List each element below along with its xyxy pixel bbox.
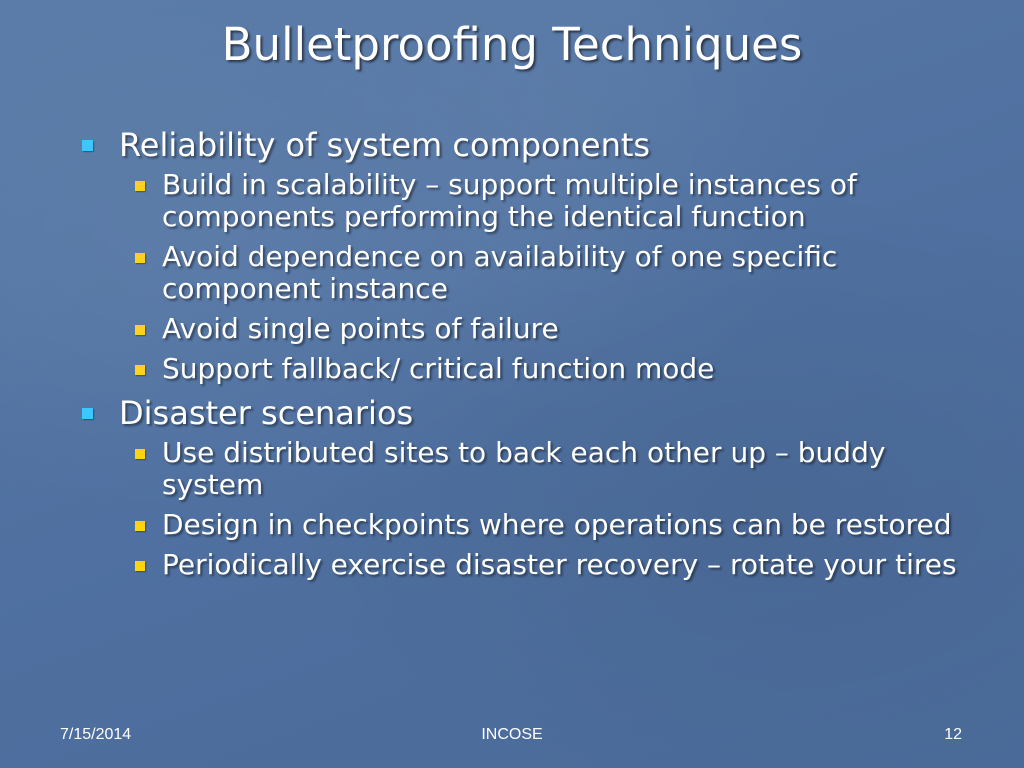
yellow-square-bullet-icon bbox=[135, 561, 145, 571]
sub-bullet-text: Build in scalability – support multiple instances of components performing the identical function bbox=[162, 168, 857, 233]
sub-bullet-text: Support fallback/ critical function mode bbox=[162, 352, 715, 385]
sub-bullet-item bbox=[127, 549, 982, 581]
slide-title: Bulletproofing Techniques bbox=[221, 18, 803, 71]
sub-bullet-item bbox=[127, 353, 982, 385]
sub-bullet-text: Avoid single points of failure bbox=[162, 312, 559, 345]
sub-bullet-item bbox=[127, 169, 982, 233]
sub-bullet-item bbox=[127, 241, 982, 305]
sub-bullet-item bbox=[127, 313, 982, 345]
page-number: 12 bbox=[944, 726, 962, 743]
yellow-square-bullet-icon bbox=[135, 449, 145, 459]
sub-bullet-text: Design in checkpoints where operations can be restored bbox=[162, 508, 952, 541]
bullet-text: Reliability of system components bbox=[119, 126, 651, 164]
sub-bullet-item bbox=[127, 437, 982, 501]
yellow-square-bullet-icon bbox=[135, 365, 145, 375]
sub-bullet-text: Avoid dependence on availability of one specific component instance bbox=[162, 240, 838, 305]
footer-center-text: INCOSE bbox=[481, 726, 543, 743]
bullet-item-disaster bbox=[82, 393, 982, 433]
bullet-text: Disaster scenarios bbox=[119, 394, 414, 432]
yellow-square-bullet-icon bbox=[135, 253, 145, 263]
bullet-list bbox=[82, 125, 982, 589]
sub-bullet-text: Periodically exercise disaster recovery – rotate your tires bbox=[162, 548, 957, 581]
footer-date: 7/15/2014 bbox=[60, 726, 132, 743]
sub-bullet-text: Use distributed sites to back each other up – buddy system bbox=[162, 436, 886, 501]
sub-bullet-item bbox=[127, 509, 982, 541]
cyan-square-bullet-icon bbox=[82, 408, 93, 419]
cyan-square-bullet-icon bbox=[82, 140, 93, 151]
bullet-item-reliability bbox=[82, 125, 982, 165]
yellow-square-bullet-icon bbox=[135, 521, 145, 531]
yellow-square-bullet-icon bbox=[135, 181, 145, 191]
yellow-square-bullet-icon bbox=[135, 325, 145, 335]
